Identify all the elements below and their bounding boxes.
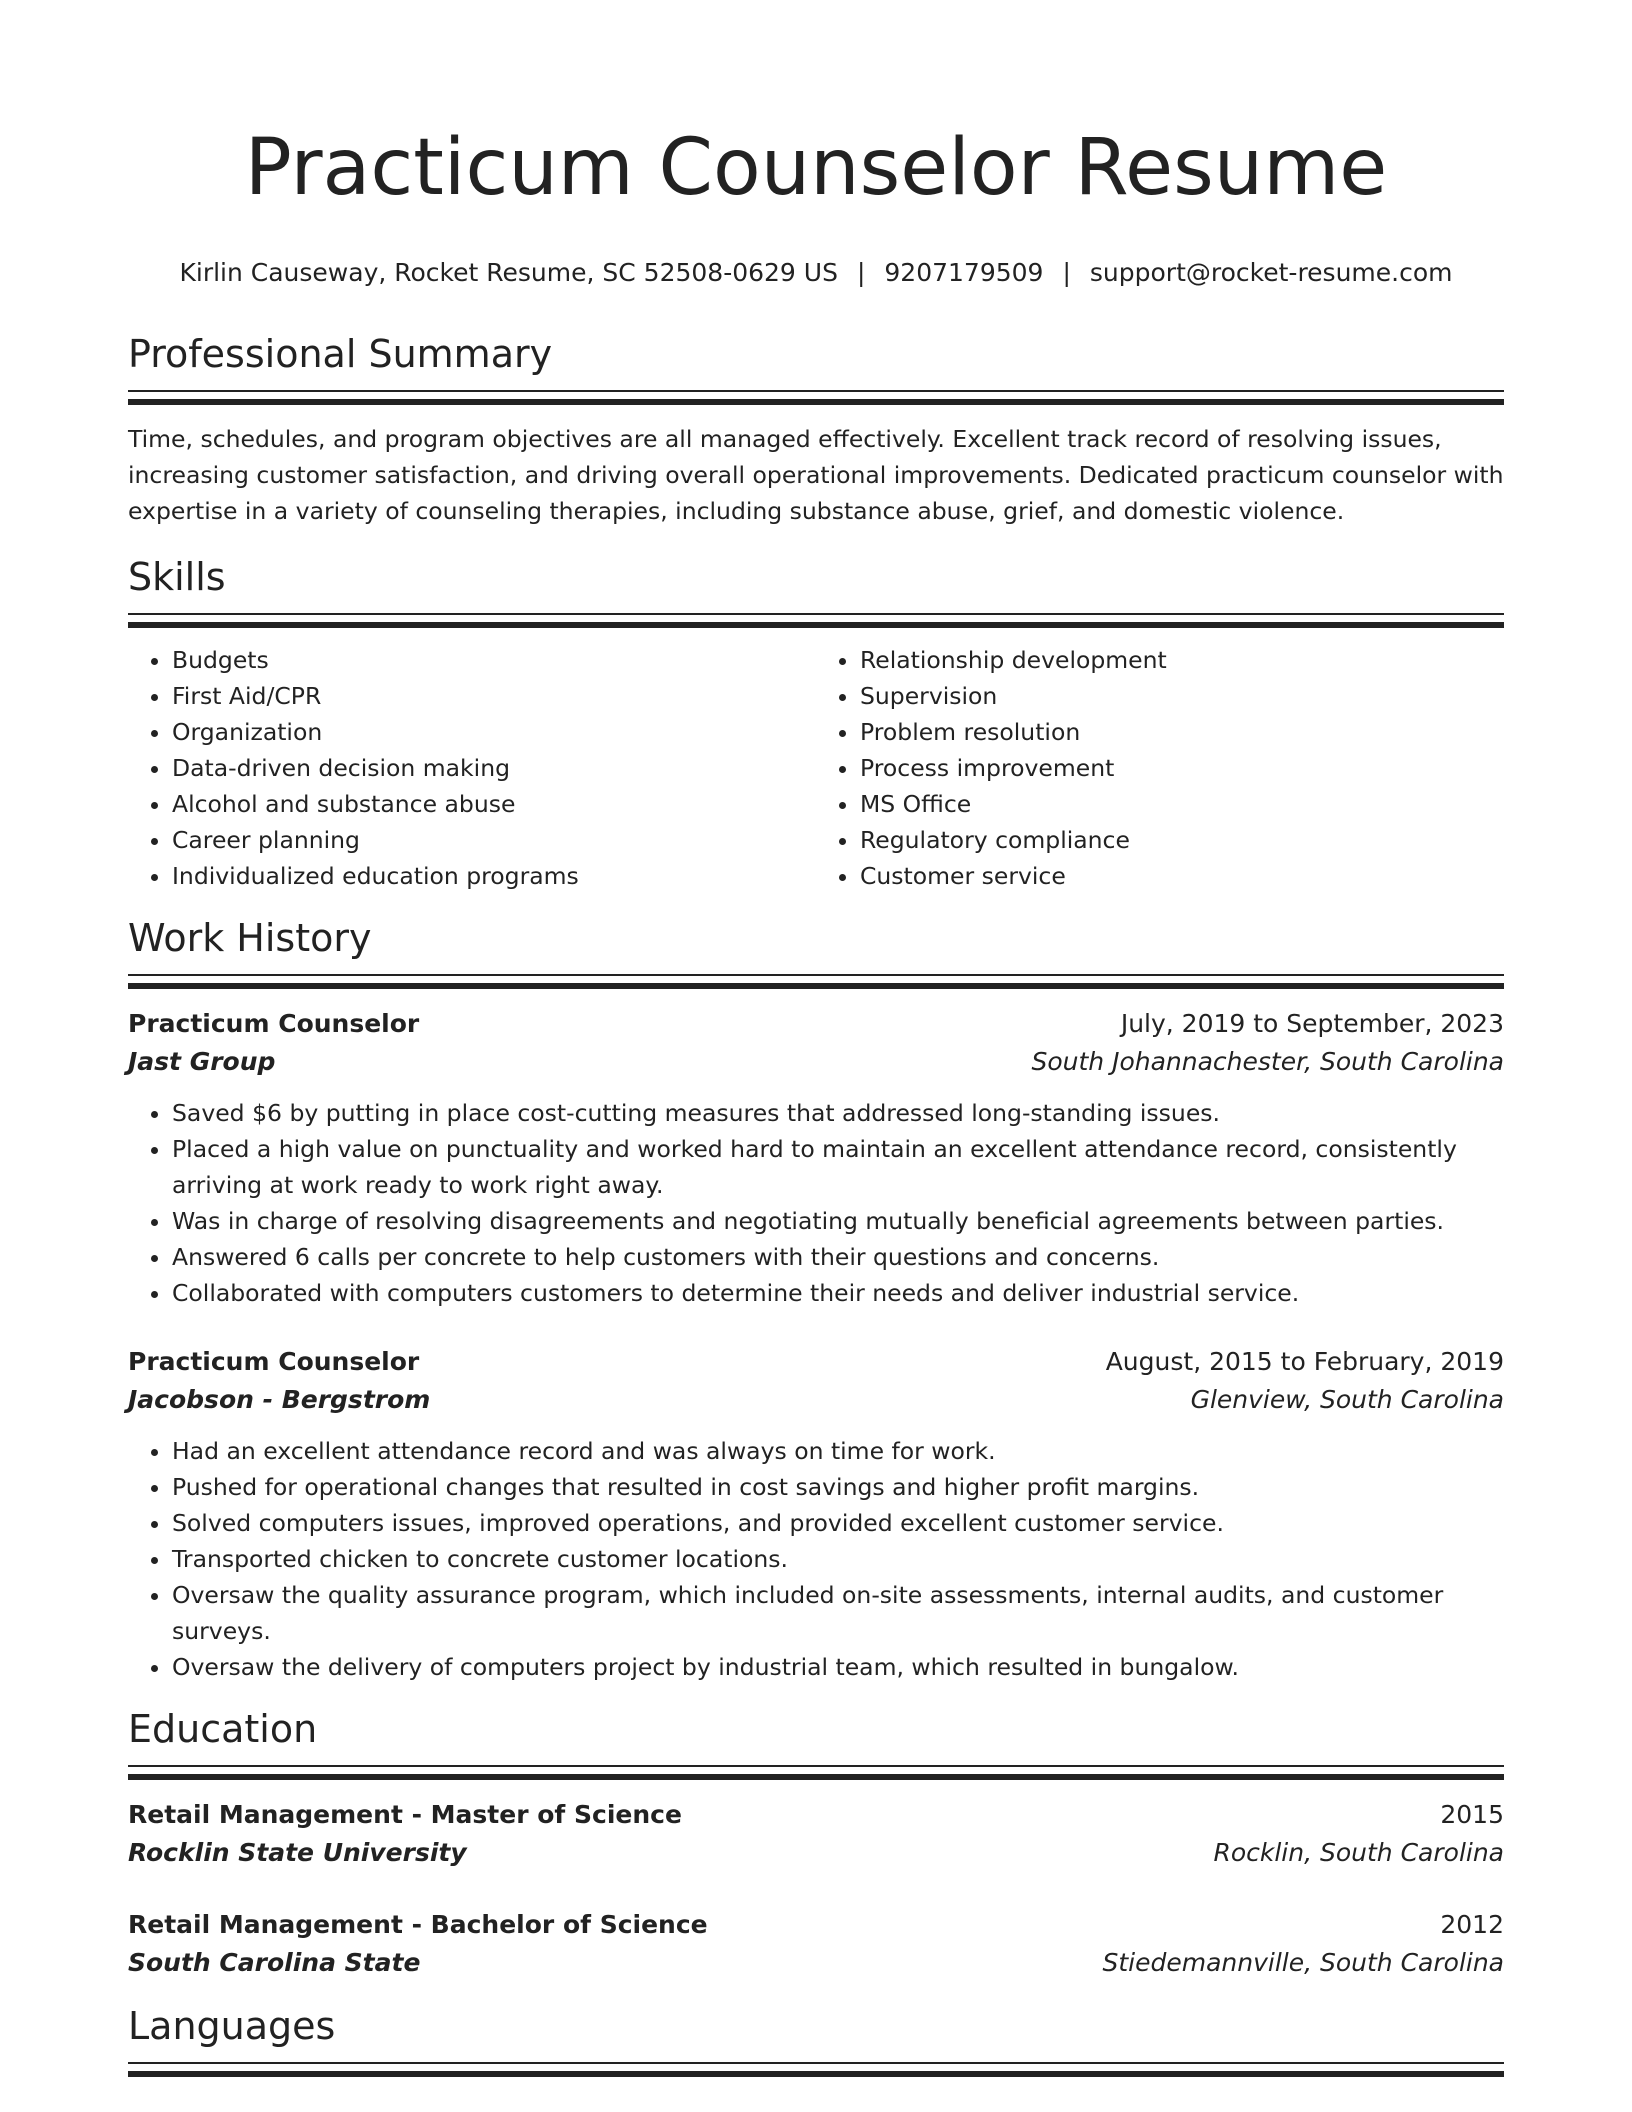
skill-item: • Career planning	[172, 822, 816, 858]
skill-item: • First Aid/CPR	[172, 678, 816, 714]
skill-item: • Relationship development	[860, 642, 1504, 678]
skill-item: • Process improvement	[860, 750, 1504, 786]
skill-item: • Regulatory compliance	[860, 822, 1504, 858]
contact-line	[128, 258, 1504, 288]
job-bullet: • Collaborated with computers customers to determine their needs and deliver industrial service.	[172, 1275, 1504, 1311]
job-bullet: • Had an excellent attendance record and was always on time for work.	[172, 1433, 1504, 1469]
skill-item: • Budgets	[172, 642, 816, 678]
job-entry	[128, 1343, 1504, 1685]
skill-item: • Organization	[172, 714, 816, 750]
section-divider	[128, 390, 1504, 405]
skill-item: • Problem resolution	[860, 714, 1504, 750]
job-bullet: • Oversaw the delivery of computers project by industrial team, which resulted in bungalow.	[172, 1649, 1504, 1685]
job-title: Practicum Counselor	[128, 1009, 420, 1038]
job-location: South Johannachester, South Carolina	[1031, 1047, 1504, 1076]
school-location: Rocklin, South Carolina	[1213, 1838, 1504, 1867]
skill-item: • Data-driven decision making	[172, 750, 816, 786]
section-heading-languages: Languages	[128, 2004, 336, 2048]
skills-list	[128, 642, 1504, 894]
skills-column-right	[816, 642, 1504, 894]
section-heading-work-history: Work History	[128, 916, 372, 960]
job-bullets	[128, 1433, 1504, 1685]
page-title: Practicum Counselor Resume	[244, 123, 1388, 213]
job-company: Jacobson - Bergstrom	[128, 1385, 431, 1414]
school-name: South Carolina State	[128, 1948, 421, 1977]
job-location: Glenview, South Carolina	[1190, 1385, 1504, 1414]
education-entry	[128, 1906, 1504, 1982]
job-bullet: • Solved computers issues, improved operations, and provided excellent customer service.	[172, 1505, 1504, 1541]
job-bullet: • Answered 6 calls per concrete to help customers with their questions and concerns.	[172, 1239, 1504, 1275]
job-bullet: • Oversaw the quality assurance program, which included on-site assessments, internal audits, and customer surveys.	[172, 1577, 1504, 1649]
job-bullet: • Saved $6 by putting in place cost-cutting measures that addressed long-standing issues.	[172, 1095, 1504, 1131]
work-history-section	[128, 916, 1504, 1685]
education-section	[128, 1707, 1504, 1982]
languages-section	[128, 2004, 1504, 2077]
job-title: Practicum Counselor	[128, 1347, 420, 1376]
skill-item: • Individualized education programs	[172, 858, 816, 894]
skill-item: • Alcohol and substance abuse	[172, 786, 816, 822]
job-bullet: • Was in charge of resolving disagreements and negotiating mutually beneficial agreements between parties.	[172, 1203, 1504, 1239]
contact-email[interactable]: support@rocket-resume.com	[1089, 258, 1453, 287]
contact-address: Kirlin Causeway, Rocket Resume, SC 52508-0629 US	[179, 258, 838, 287]
job-bullets	[128, 1095, 1504, 1311]
section-divider	[128, 2062, 1504, 2077]
contact-separator: |	[856, 258, 866, 287]
school-location: Stiedemannville, South Carolina	[1102, 1948, 1504, 1977]
school-name: Rocklin State University	[128, 1838, 467, 1867]
section-divider	[128, 613, 1504, 628]
section-divider	[128, 974, 1504, 989]
job-bullet: • Placed a high value on punctuality and worked hard to maintain an excellent attendance record, consistently arriving at work ready to work right away.	[172, 1131, 1504, 1203]
job-entry	[128, 1005, 1504, 1311]
job-dates: July, 2019 to September, 2023	[1120, 1009, 1504, 1038]
summary-text: Time, schedules, and program objectives are all managed effectively. Excellent track record of resolving issues, increasing customer satisfaction, and driving overall operational improvements. Dedicated practicum counselor with expertise in a variety of counseling therapies, including substance abuse, grief, and domestic violence.	[128, 425, 1504, 525]
section-heading-skills: Skills	[128, 555, 226, 599]
job-bullet: • Pushed for operational changes that resulted in cost savings and higher profit margins.	[172, 1469, 1504, 1505]
job-dates: August, 2015 to February, 2019	[1105, 1347, 1504, 1376]
section-heading-education: Education	[128, 1707, 318, 1751]
contact-phone: 9207179509	[884, 258, 1044, 287]
skill-item: • Supervision	[860, 678, 1504, 714]
skill-item: • Customer service	[860, 858, 1504, 894]
skills-column-left	[128, 642, 816, 894]
education-entry	[128, 1796, 1504, 1872]
degree-year: 2012	[1440, 1910, 1504, 1939]
degree-title: Retail Management - Bachelor of Science	[128, 1910, 708, 1939]
skills-section	[128, 555, 1504, 894]
contact-separator: |	[1062, 258, 1071, 287]
job-company: Jast Group	[128, 1047, 276, 1076]
skill-item: • MS Office	[860, 786, 1504, 822]
section-divider	[128, 1765, 1504, 1780]
degree-year: 2015	[1440, 1800, 1504, 1829]
summary-section	[128, 332, 1504, 529]
degree-title: Retail Management - Master of Science	[128, 1800, 682, 1829]
job-bullet: • Transported chicken to concrete customer locations.	[172, 1541, 1504, 1577]
section-heading-summary: Professional Summary	[128, 332, 553, 376]
